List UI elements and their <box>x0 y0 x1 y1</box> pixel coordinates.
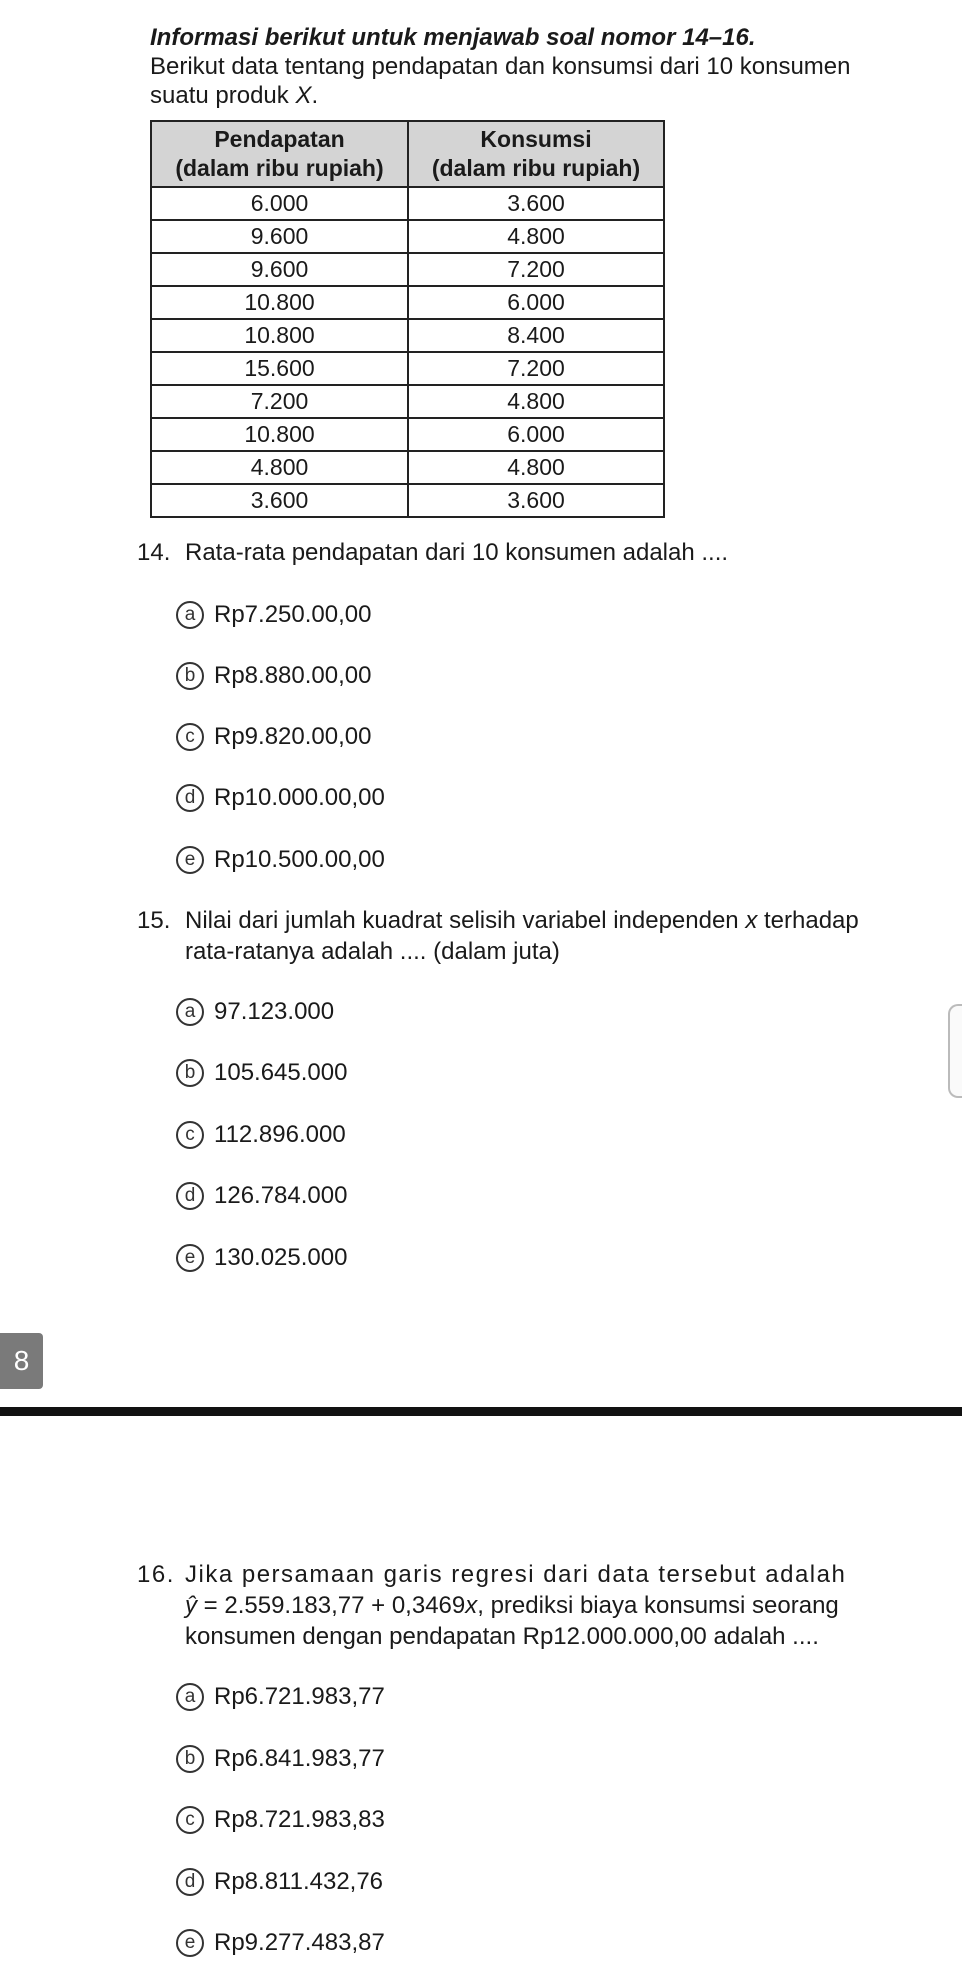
option-letter-circle: b <box>176 662 204 690</box>
variable-x: x <box>465 1592 478 1619</box>
header-konsumsi <box>408 121 664 187</box>
table-row <box>151 253 664 286</box>
table-row <box>151 187 664 220</box>
table-row <box>151 220 664 253</box>
question-text-line-1a: Nilai dari jumlah kuadrat selisih variabel independen <box>185 907 746 934</box>
table-row <box>151 385 664 418</box>
cell-konsumsi: 3.600 <box>408 187 664 220</box>
option-text: Rp7.250.00,00 <box>214 601 372 628</box>
q14-option-b[interactable] <box>176 659 371 693</box>
table-row <box>151 418 664 451</box>
cell-pendapatan: 15.600 <box>151 352 408 385</box>
option-text: Rp9.277.483,87 <box>214 1929 385 1956</box>
question-text-line-1: Jika persamaan garis regresi dari data tersebut adalah <box>185 1561 847 1588</box>
cell-pendapatan: 6.000 <box>151 187 408 220</box>
question-number: 15. <box>137 907 171 934</box>
cell-konsumsi: 4.800 <box>408 451 664 484</box>
cell-konsumsi: 8.400 <box>408 319 664 352</box>
variable-y-hat: ŷ <box>185 1592 197 1619</box>
option-letter-circle: e <box>176 1244 204 1272</box>
option-letter-circle: a <box>176 1683 204 1711</box>
question-text: Rata-rata pendapatan dari 10 konsumen adalah .... <box>185 539 729 566</box>
header-konsumsi-unit: (dalam ribu rupiah) <box>431 155 641 181</box>
side-scroll-handle[interactable] <box>948 1004 962 1098</box>
option-text: 105.645.000 <box>214 1059 348 1086</box>
option-text: Rp8.880.00,00 <box>214 662 372 689</box>
question-text-line-3: konsumen dengan pendapatan Rp12.000.000,00 adalah .... <box>185 1623 819 1650</box>
cell-konsumsi: 7.200 <box>408 253 664 286</box>
q14-option-a[interactable] <box>176 598 371 632</box>
question-number: 16. <box>137 1561 175 1588</box>
option-text: Rp10.000.00,00 <box>214 784 385 811</box>
cell-pendapatan: 10.800 <box>151 319 408 352</box>
intro-line-2 <box>150 81 890 110</box>
intro-lead: Informasi berikut untuk menjawab soal nomor 14–16. <box>150 24 756 51</box>
option-text: 126.784.000 <box>214 1182 348 1209</box>
option-text: Rp8.811.432,76 <box>214 1868 384 1895</box>
cell-pendapatan: 9.600 <box>151 220 408 253</box>
option-letter-circle: c <box>176 723 204 751</box>
cell-pendapatan: 10.800 <box>151 418 408 451</box>
question-text-line-2: rata-ratanya adalah .... (dalam juta) <box>185 938 560 965</box>
q14-option-e[interactable] <box>176 843 385 877</box>
option-letter-circle: c <box>176 1806 204 1834</box>
q16-option-e[interactable] <box>176 1926 385 1960</box>
table-header-row <box>151 121 664 187</box>
intro-line-2-text: suatu produk <box>150 82 296 109</box>
table-row <box>151 484 664 517</box>
option-text: 97.123.000 <box>214 998 335 1025</box>
option-letter-circle: e <box>176 846 204 874</box>
page-divider <box>0 1407 962 1416</box>
table-row <box>151 286 664 319</box>
option-letter-circle: d <box>176 1182 204 1210</box>
table-row <box>151 451 664 484</box>
question-text-line-2b: , prediksi biaya konsumsi seorang <box>477 1592 839 1619</box>
option-letter-circle: e <box>176 1929 204 1957</box>
header-konsumsi-title: Konsumsi <box>480 126 592 152</box>
option-text: 130.025.000 <box>214 1244 348 1271</box>
option-letter-circle: a <box>176 998 204 1026</box>
header-pendapatan <box>151 121 408 187</box>
option-letter-circle: d <box>176 784 204 812</box>
option-text: Rp6.841.983,77 <box>214 1745 385 1772</box>
option-letter-circle: c <box>176 1121 204 1149</box>
q16-option-c[interactable] <box>176 1803 385 1837</box>
cell-konsumsi: 3.600 <box>408 484 664 517</box>
option-text: Rp9.820.00,00 <box>214 723 372 750</box>
header-pendapatan-title: Pendapatan <box>214 126 345 152</box>
q14-option-c[interactable] <box>176 720 371 754</box>
option-text: Rp10.500.00,00 <box>214 846 385 873</box>
option-text: 112.896.000 <box>214 1121 346 1148</box>
table-row <box>151 319 664 352</box>
intro <box>150 23 890 110</box>
cell-konsumsi: 4.800 <box>408 385 664 418</box>
cell-konsumsi: 7.200 <box>408 352 664 385</box>
cell-pendapatan: 7.200 <box>151 385 408 418</box>
q14-option-d[interactable] <box>176 781 385 815</box>
page-number-badge: 8 <box>0 1333 43 1389</box>
question-number: 14. <box>137 539 171 566</box>
data-table <box>150 120 665 518</box>
cell-konsumsi: 4.800 <box>408 220 664 253</box>
intro-line-1: Berikut data tentang pendapatan dan konsumsi dari 10 konsumen <box>150 53 851 80</box>
q16-option-a[interactable] <box>176 1680 385 1714</box>
option-letter-circle: d <box>176 1868 204 1896</box>
q15-option-e[interactable] <box>176 1241 347 1275</box>
q16-option-b[interactable] <box>176 1742 385 1776</box>
option-text: Rp6.721.983,77 <box>214 1683 385 1710</box>
cell-pendapatan: 4.800 <box>151 451 408 484</box>
intro-line-2-end: . <box>311 82 319 109</box>
q15-option-b[interactable] <box>176 1056 347 1090</box>
question-text-line-1b: terhadap <box>757 907 859 934</box>
option-text: Rp8.721.983,83 <box>214 1806 385 1833</box>
cell-pendapatan: 10.800 <box>151 286 408 319</box>
option-letter-circle: b <box>176 1059 204 1087</box>
variable-x: X <box>295 82 312 109</box>
q15-option-c[interactable] <box>176 1118 346 1152</box>
question-16 <box>137 1559 892 1652</box>
header-pendapatan-unit: (dalam ribu rupiah) <box>175 155 384 181</box>
question-15 <box>137 905 892 967</box>
cell-konsumsi: 6.000 <box>408 418 664 451</box>
q16-option-d[interactable] <box>176 1865 383 1899</box>
cell-pendapatan: 3.600 <box>151 484 408 517</box>
question-14 <box>137 537 892 568</box>
table-row <box>151 352 664 385</box>
variable-x: x <box>745 907 758 934</box>
cell-pendapatan: 9.600 <box>151 253 408 286</box>
cell-konsumsi: 6.000 <box>408 286 664 319</box>
option-letter-circle: a <box>176 601 204 629</box>
q15-option-d[interactable] <box>176 1179 347 1213</box>
q15-option-a[interactable] <box>176 995 334 1029</box>
question-text-line-2a: = 2.559.183,77 + 0,3469 <box>197 1592 466 1619</box>
option-letter-circle: b <box>176 1745 204 1773</box>
